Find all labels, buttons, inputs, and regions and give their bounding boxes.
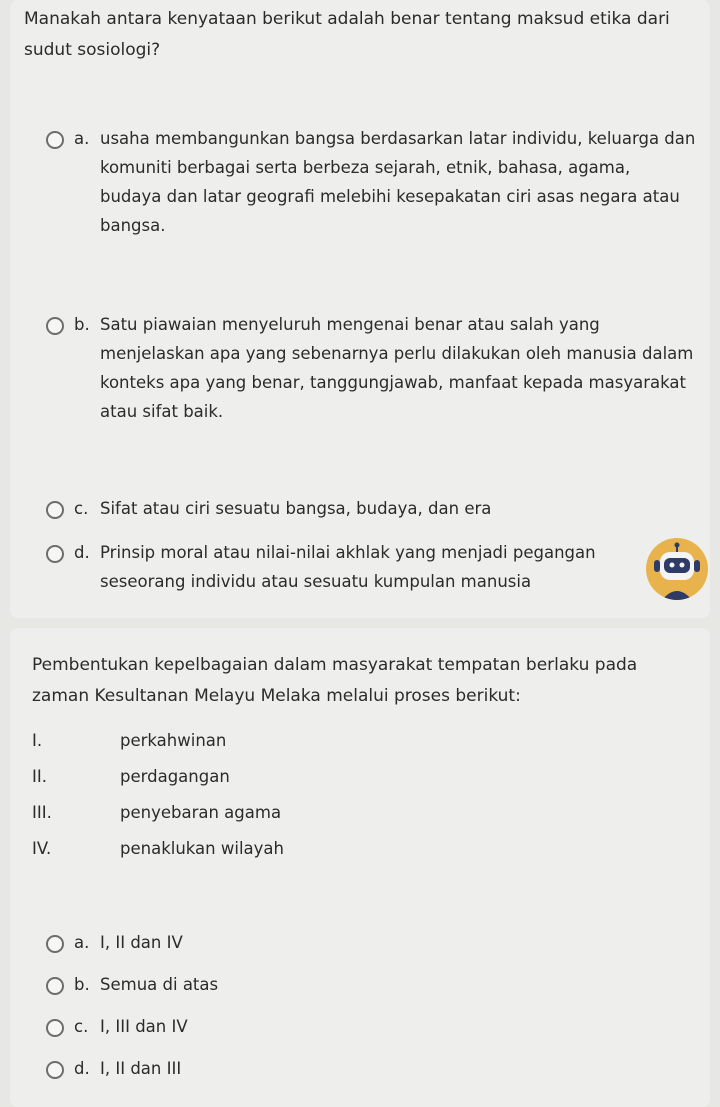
q2-item-3-text: penyebaran agama [120, 803, 282, 822]
q2-item-1-num: I. [32, 731, 43, 750]
q2-option-b[interactable] [46, 970, 696, 999]
q2-item-4 [32, 836, 284, 862]
q1-option-a-letter: a. [74, 129, 90, 148]
q2-item-1 [32, 728, 226, 754]
q2-item-2-num: II. [32, 767, 47, 786]
q2-option-c-text: I, III dan IV [100, 1017, 188, 1036]
question-1-prompt: Manakah antara kenyataan berikut adalah benar tentang maksud etika dari sudut sosiologi? [24, 9, 670, 60]
q2-item-1-text: perkahwinan [120, 731, 227, 750]
q1-radio-a[interactable] [46, 131, 64, 149]
q2-radio-b[interactable] [46, 977, 64, 995]
q1-radio-b[interactable] [46, 317, 64, 335]
question-card-1 [10, 0, 710, 618]
q2-option-b-text: Semua di atas [100, 975, 219, 994]
q1-option-d-text: Prinsip moral atau nilai-nilai akhlak yang menjadi pegangan seseorang individu atau sesuatu kumpulan manusia [100, 543, 596, 591]
q2-option-c[interactable] [46, 1012, 696, 1041]
q2-item-2 [32, 764, 230, 790]
q2-option-d-letter: d. [74, 1059, 90, 1078]
q1-option-b-letter: b. [74, 315, 90, 334]
q1-option-b[interactable] [46, 310, 696, 426]
q2-option-b-letter: b. [74, 975, 90, 994]
q2-radio-d[interactable] [46, 1061, 64, 1079]
q1-option-d-letter: d. [74, 543, 90, 562]
q2-option-d-text: I, II dan III [100, 1059, 182, 1078]
q2-option-c-letter: c. [74, 1017, 89, 1036]
q2-item-3 [32, 800, 281, 826]
q2-item-4-text: penaklukan wilayah [120, 839, 284, 858]
q2-option-a-letter: a. [74, 933, 90, 952]
q2-item-3-num: III. [32, 803, 52, 822]
q1-option-c-letter: c. [74, 499, 89, 518]
question-card-2 [10, 628, 710, 1107]
q1-option-a[interactable] [46, 124, 696, 240]
q1-option-d[interactable] [46, 538, 620, 596]
q2-item-2-text: perdagangan [120, 767, 230, 786]
q2-option-a-text: I, II dan IV [100, 933, 183, 952]
q1-radio-d[interactable] [46, 545, 64, 563]
q1-option-c[interactable] [46, 494, 696, 523]
robot-assistant-icon[interactable] [646, 538, 708, 600]
q1-radio-c[interactable] [46, 501, 64, 519]
q1-option-c-text: Sifat atau ciri sesuatu bangsa, budaya, dan era [100, 499, 492, 518]
q2-radio-a[interactable] [46, 935, 64, 953]
q2-radio-c[interactable] [46, 1019, 64, 1037]
q1-option-a-text: usaha membangunkan bangsa berdasarkan latar individu, keluarga dan komuniti berbagai serta berbeza sejarah, etnik, bahasa, agama, budaya dan latar geografi melebihi kesepakatan ciri asas negara atau bangsa. [100, 129, 696, 235]
question-2-prompt: Pembentukan kepelbagaian dalam masyarakat tempatan berlaku pada zaman Kesultanan Melayu Melaka melalui proses berikut: [32, 655, 638, 706]
q2-item-4-num: IV. [32, 839, 52, 858]
q1-option-b-text: Satu piawaian menyeluruh mengenai benar atau salah yang menjelaskan apa yang sebenarnya perlu dilakukan oleh manusia dalam konteks apa yang benar, tanggungjawab, manfaat kepada masyarakat atau sifat baik. [100, 315, 694, 421]
q2-option-a[interactable] [46, 928, 696, 957]
q2-option-d[interactable] [46, 1054, 696, 1083]
